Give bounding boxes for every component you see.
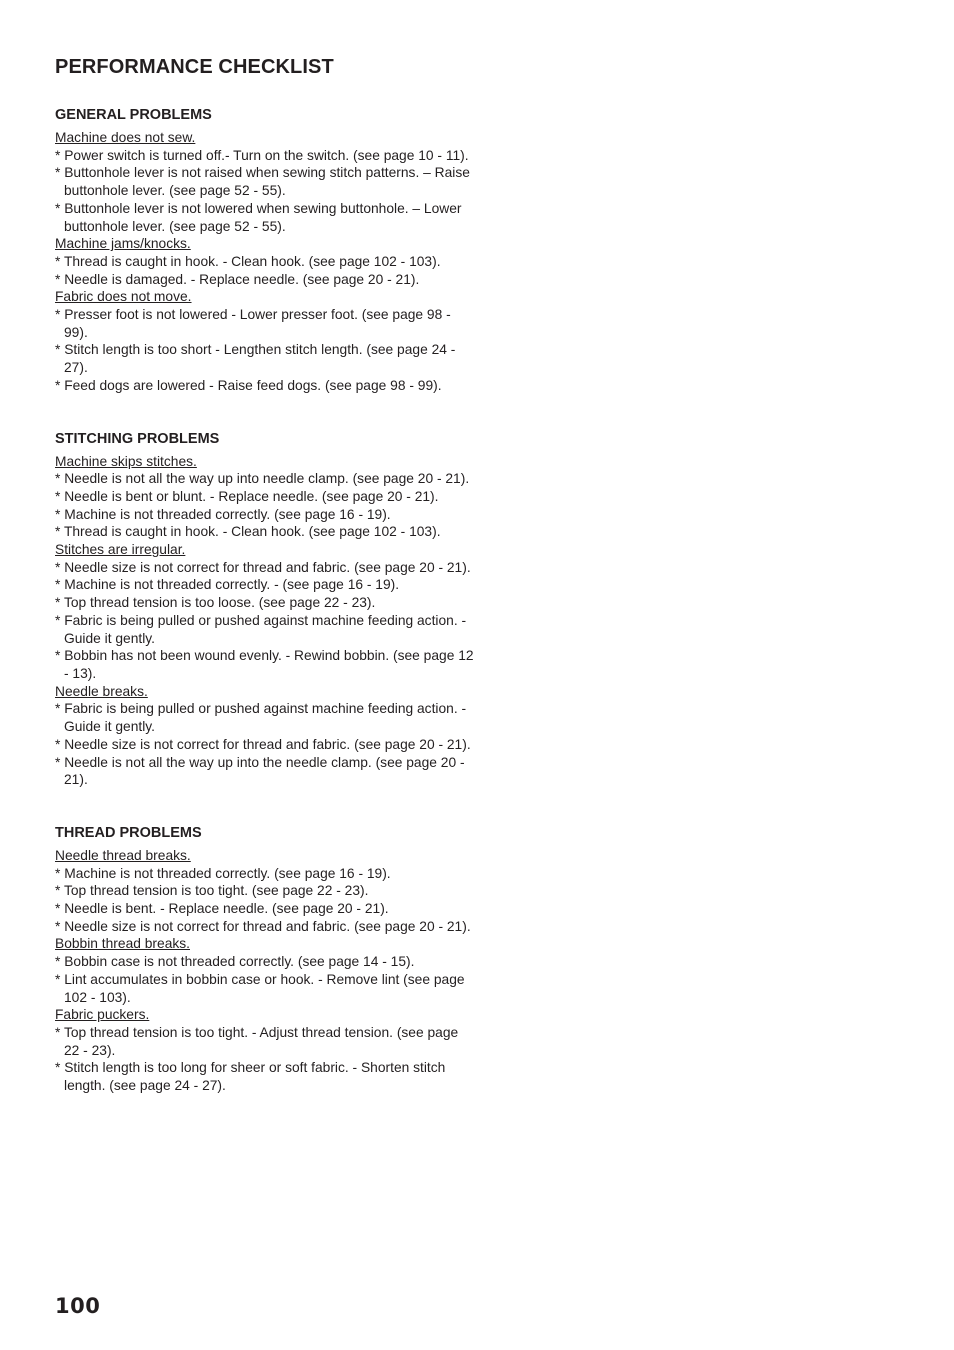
cause-item: * Thread is caught in hook. - Clean hook. (see page 102 - 103).: [55, 253, 441, 269]
cause-item: * Bobbin case is not threaded correctly. (see page 14 - 15).: [55, 954, 415, 970]
problem-heading: Fabric does not move.: [55, 289, 192, 305]
problem-heading: Machine skips stitches.: [55, 453, 197, 469]
cause-item: * Needle is not all the way up into the needle clamp. (see page 20 - 21).: [55, 754, 465, 788]
cause-item: * Top thread tension is too tight. - Adjust thread tension. (see page 22 - 23).: [55, 1024, 459, 1058]
problem-heading: Needle thread breaks.: [55, 847, 191, 863]
cause-item: * Presser foot is not lowered - Lower presser foot. (see page 98 - 99).: [55, 307, 451, 340]
cause-item: * Fabric is being pulled or pushed against machine feeding action. - Guide it gently.: [55, 612, 467, 646]
problem-heading: Fabric puckers.: [55, 1007, 150, 1023]
cause-item: * Top thread tension is too tight. (see page 22 - 23).: [55, 883, 369, 899]
cause-item: * Needle is damaged. - Replace needle. (see page 20 - 21).: [55, 271, 420, 287]
sections-container: [55, 107, 475, 1095]
page-number: 100: [55, 1294, 101, 1318]
section-stitching-problems: [55, 431, 475, 789]
section-title: THREAD PROBLEMS: [55, 824, 202, 841]
cause-item: * Machine is not threaded correctly. (see page 16 - 19).: [55, 865, 391, 881]
cause-item: * Needle size is not correct for thread and fabric. (see page 20 - 21).: [55, 918, 471, 934]
cause-item: * Fabric is being pulled or pushed against machine feeding action. - Guide it gently.: [55, 701, 467, 735]
cause-item: * Machine is not threaded correctly. - (see page 16 - 19).: [55, 577, 400, 593]
cause-item: * Needle is bent. - Replace needle. (see page 20 - 21).: [55, 901, 389, 917]
cause-item: * Machine is not threaded correctly. (see page 16 - 19).: [55, 506, 391, 522]
cause-item: * Needle is bent or blunt. - Replace needle. (see page 20 - 21).: [55, 488, 439, 504]
cause-item: * Needle size is not correct for thread and fabric. (see page 20 - 21).: [55, 559, 471, 575]
cause-item: * Stitch length is too long for sheer or soft fabric. - Shorten stitch length. (see page 24 - 27).: [55, 1060, 446, 1094]
cause-item: * Bobbin has not been wound evenly. - Rewind bobbin. (see page 12 - 13).: [55, 648, 474, 681]
cause-item: * Thread is caught in hook. - Clean hook. (see page 102 - 103).: [55, 524, 441, 540]
cause-item: * Buttonhole lever is not raised when sewing stitch patterns. – Raise buttonhole lever. (see page 52 - 55).: [55, 165, 470, 199]
checklist-content: [55, 56, 475, 1131]
cause-item: * Needle size is not correct for thread and fabric. (see page 20 - 21).: [55, 736, 471, 752]
section-title: GENERAL PROBLEMS: [55, 107, 212, 123]
problem-heading: Machine jams/knocks.: [55, 236, 191, 252]
cause-item: * Top thread tension is too loose. (see page 22 - 23).: [55, 595, 376, 611]
cause-item: * Needle is not all the way up into needle clamp. (see page 20 - 21).: [55, 471, 470, 487]
problem-heading: Bobbin thread breaks.: [55, 936, 190, 952]
problem-heading: Machine does not sew.: [55, 130, 196, 145]
cause-item: * Buttonhole lever is not lowered when sewing buttonhole. – Lower buttonhole lever. (see page 52 - 55).: [55, 200, 462, 234]
section-title: STITCHING PROBLEMS: [55, 430, 220, 447]
problem-heading: Needle breaks.: [55, 683, 148, 699]
page-title: PERFORMANCE CHECKLIST: [55, 56, 334, 78]
cause-item: * Lint accumulates in bobbin case or hook. - Remove lint (see page 102 - 103).: [55, 971, 465, 1005]
cause-item: * Feed dogs are lowered - Raise feed dogs. (see page 98 - 99).: [55, 377, 442, 393]
section-general-problems: [55, 107, 475, 395]
cause-item: * Stitch length is too short - Lengthen stitch length. (see page 24 - 27).: [55, 342, 456, 376]
cause-item: * Power switch is turned off.- Turn on the switch. (see page 10 - 11).: [55, 147, 469, 163]
problem-heading: Stitches are irregular.: [55, 542, 186, 558]
section-thread-problems: [55, 825, 475, 1095]
